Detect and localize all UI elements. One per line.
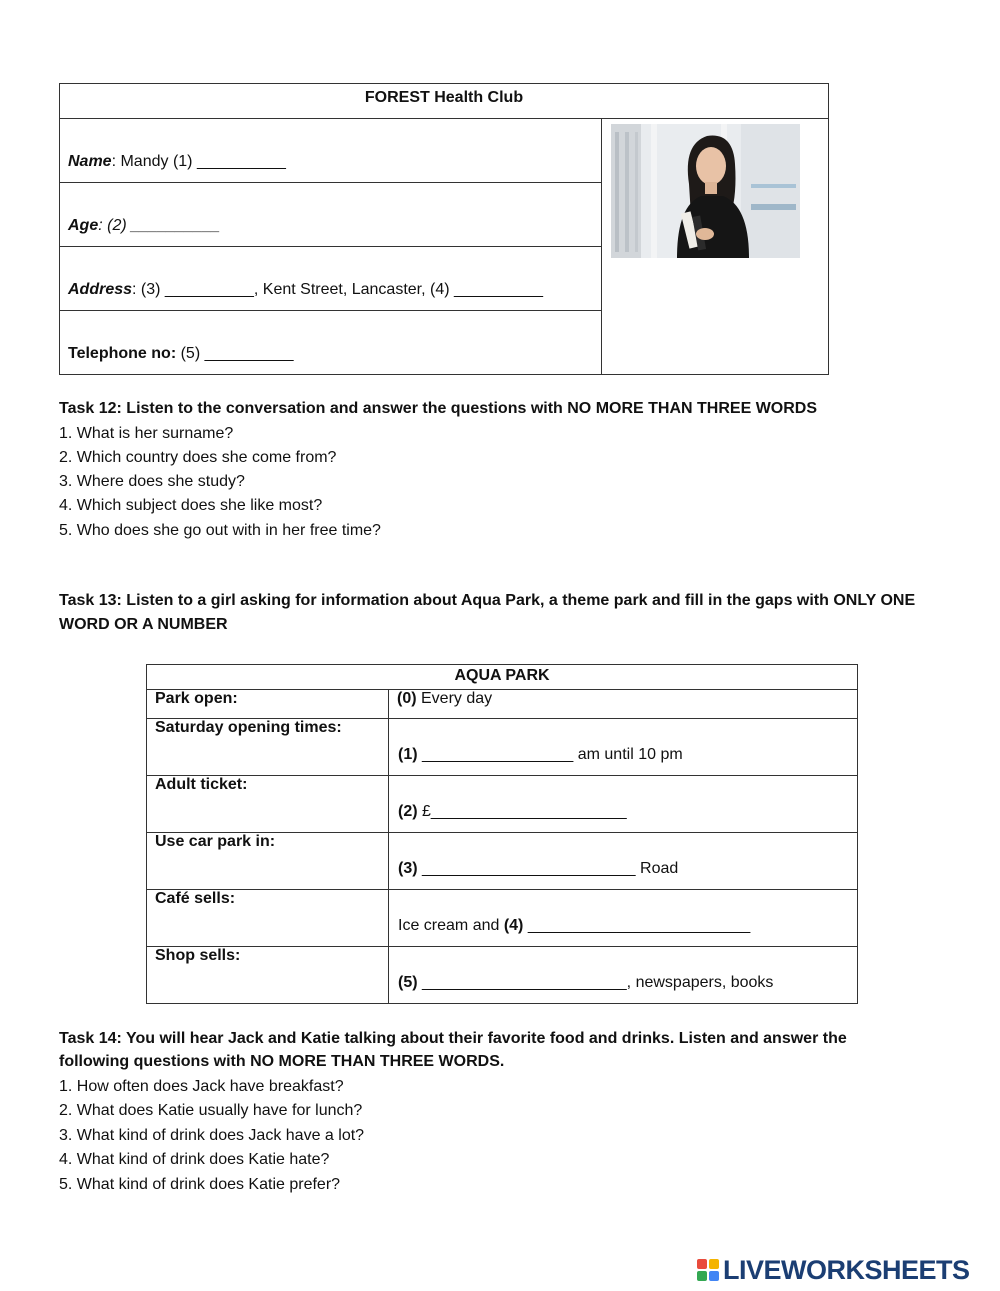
task14-question: 2. What does Katie usually have for lunch?	[59, 1102, 363, 1119]
row-label: Saturday opening times:	[147, 719, 389, 776]
table-row	[147, 776, 858, 833]
row-value[interactable]: (1) _________________ am until 10 pm	[389, 719, 858, 776]
task12-heading: Task 12: Listen to the conversation and answer the questions with NO MORE THAN THREE WORDS	[59, 400, 818, 417]
task14-heading-line2: following questions with NO MORE THAN THREE WORDS.	[59, 1053, 505, 1070]
task12-question: 1. What is her surname?	[59, 425, 234, 442]
row-label: Shop sells:	[147, 947, 389, 1004]
task14-heading-line1: Task 14: You will hear Jack and Katie talking about their favorite food and drinks. Listen and answer the	[59, 1030, 847, 1047]
aqua-table-title: AQUA PARK	[147, 665, 858, 690]
name-row	[60, 119, 602, 183]
row-label: Use car park in:	[147, 833, 389, 890]
name-value: : Mandy (1) __________	[111, 153, 286, 170]
task14-question: 5. What kind of drink does Katie prefer?	[59, 1176, 341, 1193]
age-row	[60, 183, 602, 247]
task14-question: 4. What kind of drink does Katie hate?	[59, 1151, 330, 1168]
table-row	[147, 890, 858, 947]
table-row	[147, 947, 858, 1004]
logo-mark-icon	[697, 1259, 719, 1281]
age-label: Age	[68, 217, 99, 234]
row-label: Café sells:	[147, 890, 389, 947]
student-photo	[611, 124, 800, 258]
task13-heading-line2: WORD OR A NUMBER	[59, 616, 228, 633]
telephone-row	[60, 311, 602, 375]
age-value: : (2) __________	[98, 217, 221, 234]
row-label: Park open:	[147, 690, 389, 719]
form-title: FOREST Health Club	[60, 84, 828, 119]
task14-question: 3. What kind of drink does Jack have a lot?	[59, 1127, 365, 1144]
name-label: Name	[68, 153, 112, 170]
health-club-form	[59, 83, 829, 375]
liveworksheets-logo	[697, 1255, 970, 1285]
address-value: : (3) __________, Kent Street, Lancaster, (4) __________	[132, 281, 543, 298]
row-value[interactable]: (5) _______________________, newspapers, books	[389, 947, 858, 1004]
column-divider	[601, 119, 602, 374]
telephone-label: Telephone no:	[68, 345, 177, 362]
task13-heading-line1: Task 13: Listen to a girl asking for information about Aqua Park, a theme park and fill in the gaps with ONLY ONE	[59, 592, 916, 609]
telephone-value: (5) __________	[176, 345, 294, 362]
logo-text: LIVEWORKSHEETS	[723, 1254, 970, 1285]
task12-question: 5. Who does she go out with in her free time?	[59, 522, 381, 539]
row-value: (0) Every day	[389, 690, 858, 719]
table-row	[147, 833, 858, 890]
table-row	[147, 719, 858, 776]
table-row	[147, 690, 858, 719]
task14-question: 1. How often does Jack have breakfast?	[59, 1078, 344, 1095]
row-value[interactable]: Ice cream and (4) _________________________	[389, 890, 858, 947]
task12-question: 4. Which subject does she like most?	[59, 497, 323, 514]
row-value[interactable]: (3) ________________________ Road	[389, 833, 858, 890]
aqua-park-table	[146, 664, 858, 1004]
row-value[interactable]: (2) £______________________	[389, 776, 858, 833]
row-label: Adult ticket:	[147, 776, 389, 833]
address-label: Address	[68, 281, 133, 298]
task12-question: 2. Which country does she come from?	[59, 449, 337, 466]
address-row	[60, 247, 602, 311]
task12-question: 3. Where does she study?	[59, 473, 245, 490]
